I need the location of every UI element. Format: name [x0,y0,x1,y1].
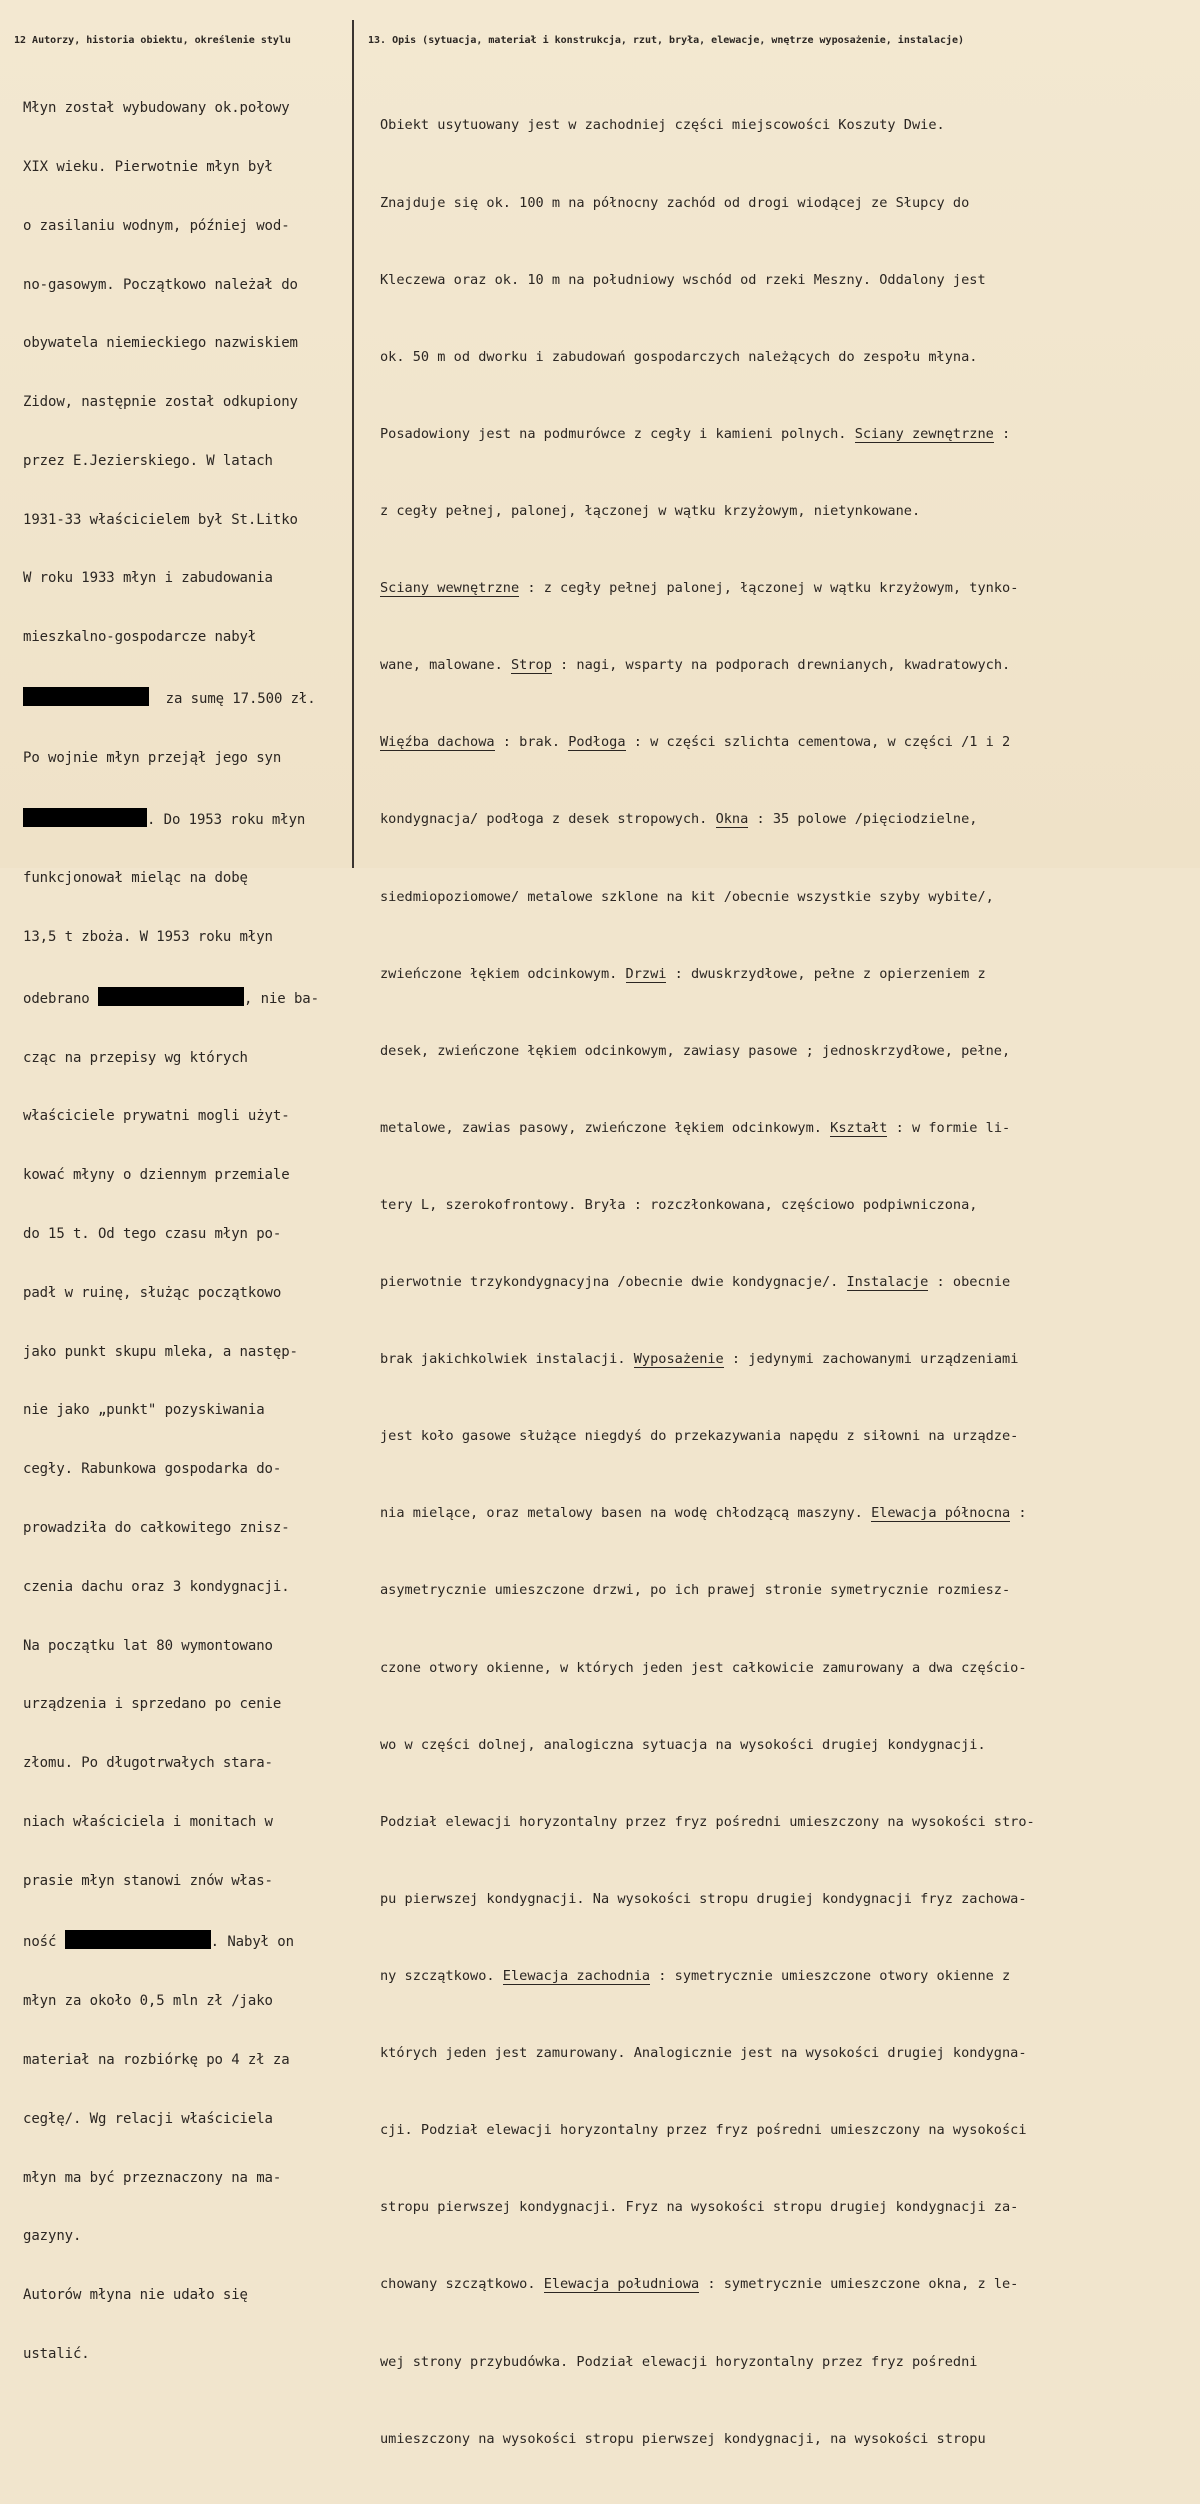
history-line-text: , nie ba- [243,990,319,1007]
history-line: 13,5 t zboża. W 1953 roku młyn [23,929,273,946]
text: kondygnacja/ podłoga z desek stropowych. [380,811,716,828]
history-line-text: odebrano [23,990,90,1007]
history-line: właściciele prywatni mogli użyt- [23,1108,290,1125]
history-line: funkcjonował mieląc na dobę [23,870,248,887]
history-line: kować młyny o dziennym przemiale [23,1167,290,1184]
description-line [380,2272,1035,2298]
description-line [380,1501,1035,1527]
history-line: młyn za około 0,5 mln zł /jako [23,1993,273,2010]
heading-west-elevation: Elewacja zachodnia [502,1968,651,1985]
text: wane, malowane. [380,657,511,674]
heading-installations: Instalacje [846,1274,929,1291]
history-line: obywatela niemieckiego nazwiskiem [23,335,298,352]
text: : obecnie [928,1274,1011,1291]
text: brak jakichkolwiek instalacji. [380,1351,634,1368]
text: : dwuskrzydłowe, pełne z opierzeniem z [666,965,986,982]
text: Posadowiony jest na podmurówce z cegły i kamieni polnych. [380,425,855,442]
history-line [23,808,319,831]
history-line: prowadziła do całkowitego znisz- [23,1519,290,1536]
text: : z cegły pełnej palonej, łączonej w wątku krzyżowym, tynko- [519,580,1019,597]
history-line-text: . Nabył on [210,1934,294,1951]
history-line-text: . Do 1953 roku młyn [147,811,306,828]
description-line [380,422,1035,448]
description-line [380,1964,1035,1990]
text: : [1010,1505,1027,1522]
description-line: siedmiopoziomowe/ metalowe szklone na kit /obecnie wszystkie szyby wybite/, [380,888,994,905]
history-line-text: za sumę 17.500 zł. [165,691,316,707]
text: : nagi, wsparty na podporach drewnianych, kwadratowych. [551,657,1011,674]
history-line: 1931-33 właścicielem był St.Litko [23,511,298,528]
description-line [380,653,1035,679]
description-line: pu pierwszej kondygnacji. Na wysokości stropu drugiej kondygnacji fryz zachowa- [380,1890,1027,1907]
history-line: padł w ruinę, służąc początkowo [23,1284,282,1301]
description-line: Obiekt usytuowany jest w zachodniej części miejscowości Koszuty Dwie. [380,117,945,134]
text: pierwotnie trzykondygnacyjna /obecnie dwie kondygnacje/. [380,1274,847,1291]
text: metalowe, zawias pasowy, zwieńczone łękiem odcinkowym. [380,1119,831,1136]
text: nia mielące, oraz metalowy basen na wodę chłodzącą maszyny. [380,1505,872,1522]
history-line [23,1930,319,1953]
text: : [993,425,1011,442]
description-line: z cegły pełnej, palonej, łączonej w wątku krzyżowym, nietynkowane. [380,502,921,519]
history-line: Zidow, następnie został odkupiony [23,394,298,411]
description-line: jest koło gasowe służące niegdyś do przekazywania napędu z siłowni na urządze- [380,1428,1019,1445]
text: : w części szlichta cementowa, w części /1 i 2 [625,734,1011,751]
history-line: XIX wieku. Pierwotnie młyn był [23,158,273,175]
description-line: których jeden jest zamurowany. Analogicznie jest na wysokości drugiej kondygna- [380,2045,1027,2062]
heading-south-elevation: Elewacja południowa [543,2276,700,2293]
description-line: ok. 50 m od dworku i zabudowań gospodarczych należących do zespołu młyna. [380,348,978,365]
history-line: nie jako „punkt" pozyskiwania [23,1402,265,1419]
history-line: mieszkalno-gospodarcze nabył [23,629,257,646]
history-line: Po wojnie młyn przejął jego syn [23,749,282,766]
heading-equipment: Wyposażenie [633,1351,724,1368]
description-line: cji. Podział elewacji horyzontalny przez fryz pośredni umieszczony na wysokości [380,2122,1027,2139]
description-line [380,807,1035,833]
heading-windows: Okna [715,811,749,828]
description-line: umieszczony na wysokości stropu pierwszej kondygnacji, na wysokości stropu [380,2430,986,2447]
history-line: W roku 1933 młyn i zabudowania [23,570,273,587]
text: : 35 polowe /pięciodzielne, [748,811,978,828]
heading-interior-walls: Sciany wewnętrzne [380,580,520,597]
history-line: o zasilaniu wodnym, później wod- [23,217,290,234]
description-line: Podział elewacji horyzontalny przez fryz pośredni umieszczony na wysokości stro- [380,1813,1035,1830]
heading-floor: Podłoga [568,734,626,751]
history-line: cząc na przepisy wg których [23,1049,248,1066]
history-line: cegłę/. Wg relacji właściciela [23,2110,273,2127]
description-text [380,62,1035,2504]
heading-north-elevation: Elewacja północna [871,1505,1011,1522]
description-line [380,1270,1035,1296]
heading-roof-truss: Więźba dachowa [380,734,495,751]
redaction-bar [98,987,244,1006]
history-line: urządzenia i sprzedano po cenie [23,1696,282,1713]
history-line: ustalić. [23,2345,90,2362]
description-line [380,576,1035,602]
history-line [23,987,319,1010]
text: : symetrycznie umieszczone otwory okienne z [650,1968,1011,1985]
text: chowany szczątkowo. [380,2276,544,2293]
history-line: Autorów młyna nie udało się [23,2287,248,2304]
history-line: cegły. Rabunkowa gospodarka do- [23,1461,282,1478]
section-12-header: 12 Autorzy, historia obiektu, określenie stylu [14,35,291,46]
description-line [380,1116,1035,1142]
history-line: czenia dachu oraz 3 kondygnacji. [23,1578,290,1595]
history-line: przez E.Jezierskiego. W latach [23,452,273,469]
heading-doors: Drzwi [625,965,667,982]
text: zwieńczone łękiem odcinkowym. [380,965,626,982]
description-line: desek, zwieńczone łękiem odcinkowym, zawiasy pasowe ; jednoskrzydłowe, pełne, [380,1042,1011,1059]
history-line: młyn ma być przeznaczony na ma- [23,2169,282,2186]
description-line: wej strony przybudówka. Podział elewacji horyzontalny przez fryz pośredni [380,2353,978,2370]
history-line: niach właściciela i monitach w [23,1813,273,1830]
history-line: jako punkt skupu mleka, a następ- [23,1343,298,1360]
history-line: Na początku lat 80 wymontowano [23,1637,273,1654]
text: : jedynymi zachowanymi urządzeniami [723,1351,1019,1368]
redaction-bar [65,1930,211,1949]
redaction-bar [23,808,147,827]
history-line: Młyn został wybudowany ok.połowy [23,100,290,117]
history-line [23,687,319,710]
description-line: wo w części dolnej, analogiczna sytuacja na wysokości drugiej kondygnacji. [380,1736,986,1753]
history-line-text: ność [23,1934,57,1951]
text: : w formie li- [887,1119,1011,1136]
text: : brak. [494,734,569,751]
description-line [380,962,1035,988]
description-line: asymetrycznie umieszczone drzwi, po ich prawej stronie symetrycznie rozmiesz- [380,1582,1011,1599]
heading-exterior-walls: Sciany zewnętrzne [854,425,994,442]
redaction-bar [23,687,149,706]
history-line: złomu. Po długotrwałych stara- [23,1755,273,1772]
description-line: Znajduje się ok. 100 m na północny zachód od drogi wiodącej ze Słupcy do [380,194,970,211]
heading-ceiling: Strop [510,657,552,674]
description-line [380,1347,1035,1373]
description-line [380,730,1035,756]
text: : symetrycznie umieszczone okna, z le- [699,2276,1019,2293]
section-13-header: 13. Opis (sytuacja, materiał i konstrukcja, rzut, bryła, elewacje, wnętrze wyposażenie, instalacje) [368,35,965,46]
description-line: czone otwory okienne, w których jeden jest całkowicie zamurowany a dwa częścio- [380,1659,1027,1676]
description-line: tery L, szerokofrontowy. Bryła : rozczłonkowana, częściowo podpiwniczona, [380,1196,978,1213]
description-line: stropu pierwszej kondygnacji. Fryz na wysokości stropu drugiej kondygnacji za- [380,2199,1019,2216]
text: ny szczątkowo. [380,1968,503,1985]
history-line: prasie młyn stanowi znów włas- [23,1872,273,1889]
heading-shape: Kształt [830,1119,888,1136]
history-line: materiał na rozbiórkę po 4 zł za [23,2051,290,2068]
column-divider [352,20,354,868]
history-line: gazyny. [23,2228,82,2245]
history-line: no-gasowym. Początkowo należał do [23,276,298,293]
history-text [23,60,319,2404]
description-line: Kleczewa oraz ok. 10 m na południowy wschód od rzeki Meszny. Oddalony jest [380,271,986,288]
history-line: do 15 t. Od tego czasu młyn po- [23,1226,282,1243]
